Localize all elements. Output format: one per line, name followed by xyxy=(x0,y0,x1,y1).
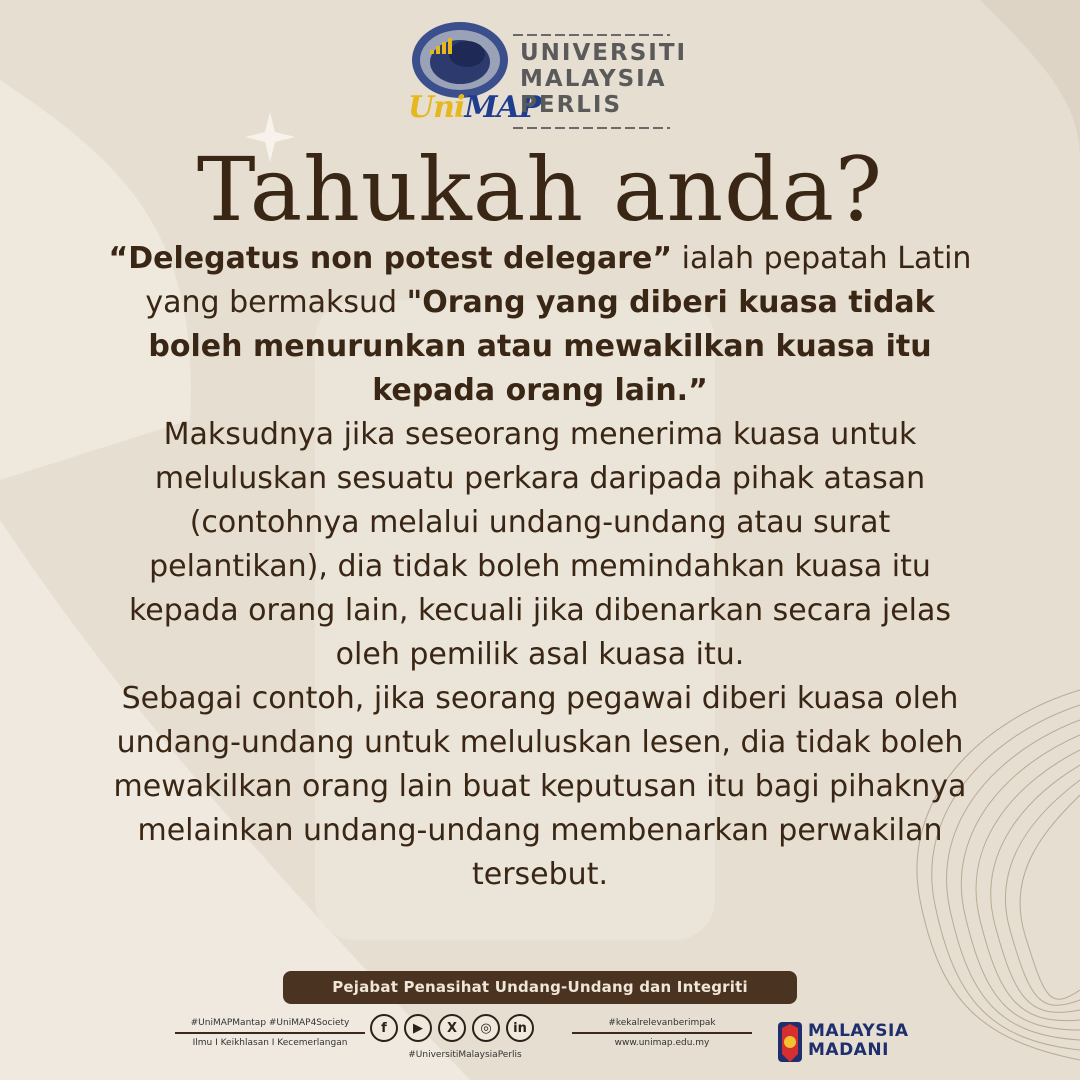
hashtag-right: #kekalrelevanberimpak xyxy=(608,1018,716,1028)
motto: Ilmu I Keikhlasan I Kecemerlangan xyxy=(192,1038,348,1048)
footer-right xyxy=(572,1018,752,1048)
divider xyxy=(572,1032,752,1034)
paragraph-explanation: Maksudnya jika seseorang menerima kuasa untuk meluluskan sesuatu perkara daripada pihak atasan (contohnya melalui undang-undang atau surat pelantikan), dia tidak boleh memindahkan kuasa itu kepada orang lain, kecuali jika dibenarkan secara jelas oleh pemilik asal kuasa itu. xyxy=(129,417,951,672)
paragraph-example: Sebagai contoh, jika seorang pegawai diberi kuasa oleh undang-undang untuk meluluskan lesen, dia tidak boleh mewakilkan orang lain buat keputusan itu bagi pihaknya melainkan undang-undang membenarkan perwakilan tersebut. xyxy=(113,681,967,892)
malaysia-madani-text: MALAYSIA MADANI xyxy=(808,1021,909,1060)
divider xyxy=(175,1032,365,1034)
paragraph-definition: “Delegatus non potest delegare” ialah pepatah Latin yang bermaksud "Orang yang diberi kuasa tidak boleh menurunkan atau mewakilkan kuasa itu kepada orang lain.” xyxy=(108,241,972,408)
website-link[interactable]: www.unimap.edu.my xyxy=(614,1038,710,1048)
university-name: UNIVERSITI MALAYSIA PERLIS xyxy=(520,40,688,118)
body-text xyxy=(100,237,980,897)
facebook-icon[interactable]: f xyxy=(370,1014,398,1042)
unimap-wordmark: UniMAP xyxy=(408,90,541,125)
page-title: Tahukah anda? xyxy=(196,138,884,241)
office-label: Pejabat Penasihat Undang-Undang dan Integriti xyxy=(283,971,797,1004)
hashtags-left: #UniMAPMantap #UniMAP4Society xyxy=(190,1018,350,1028)
youtube-icon[interactable]: ▶ xyxy=(404,1014,432,1042)
footer-left xyxy=(175,1018,365,1048)
linkedin-icon[interactable]: in xyxy=(506,1014,534,1042)
x-icon[interactable]: X xyxy=(438,1014,466,1042)
instagram-icon[interactable]: ◎ xyxy=(472,1014,500,1042)
social-links xyxy=(370,1014,534,1042)
social-hashtag: #UniversitiMalaysiaPerlis xyxy=(408,1050,522,1060)
